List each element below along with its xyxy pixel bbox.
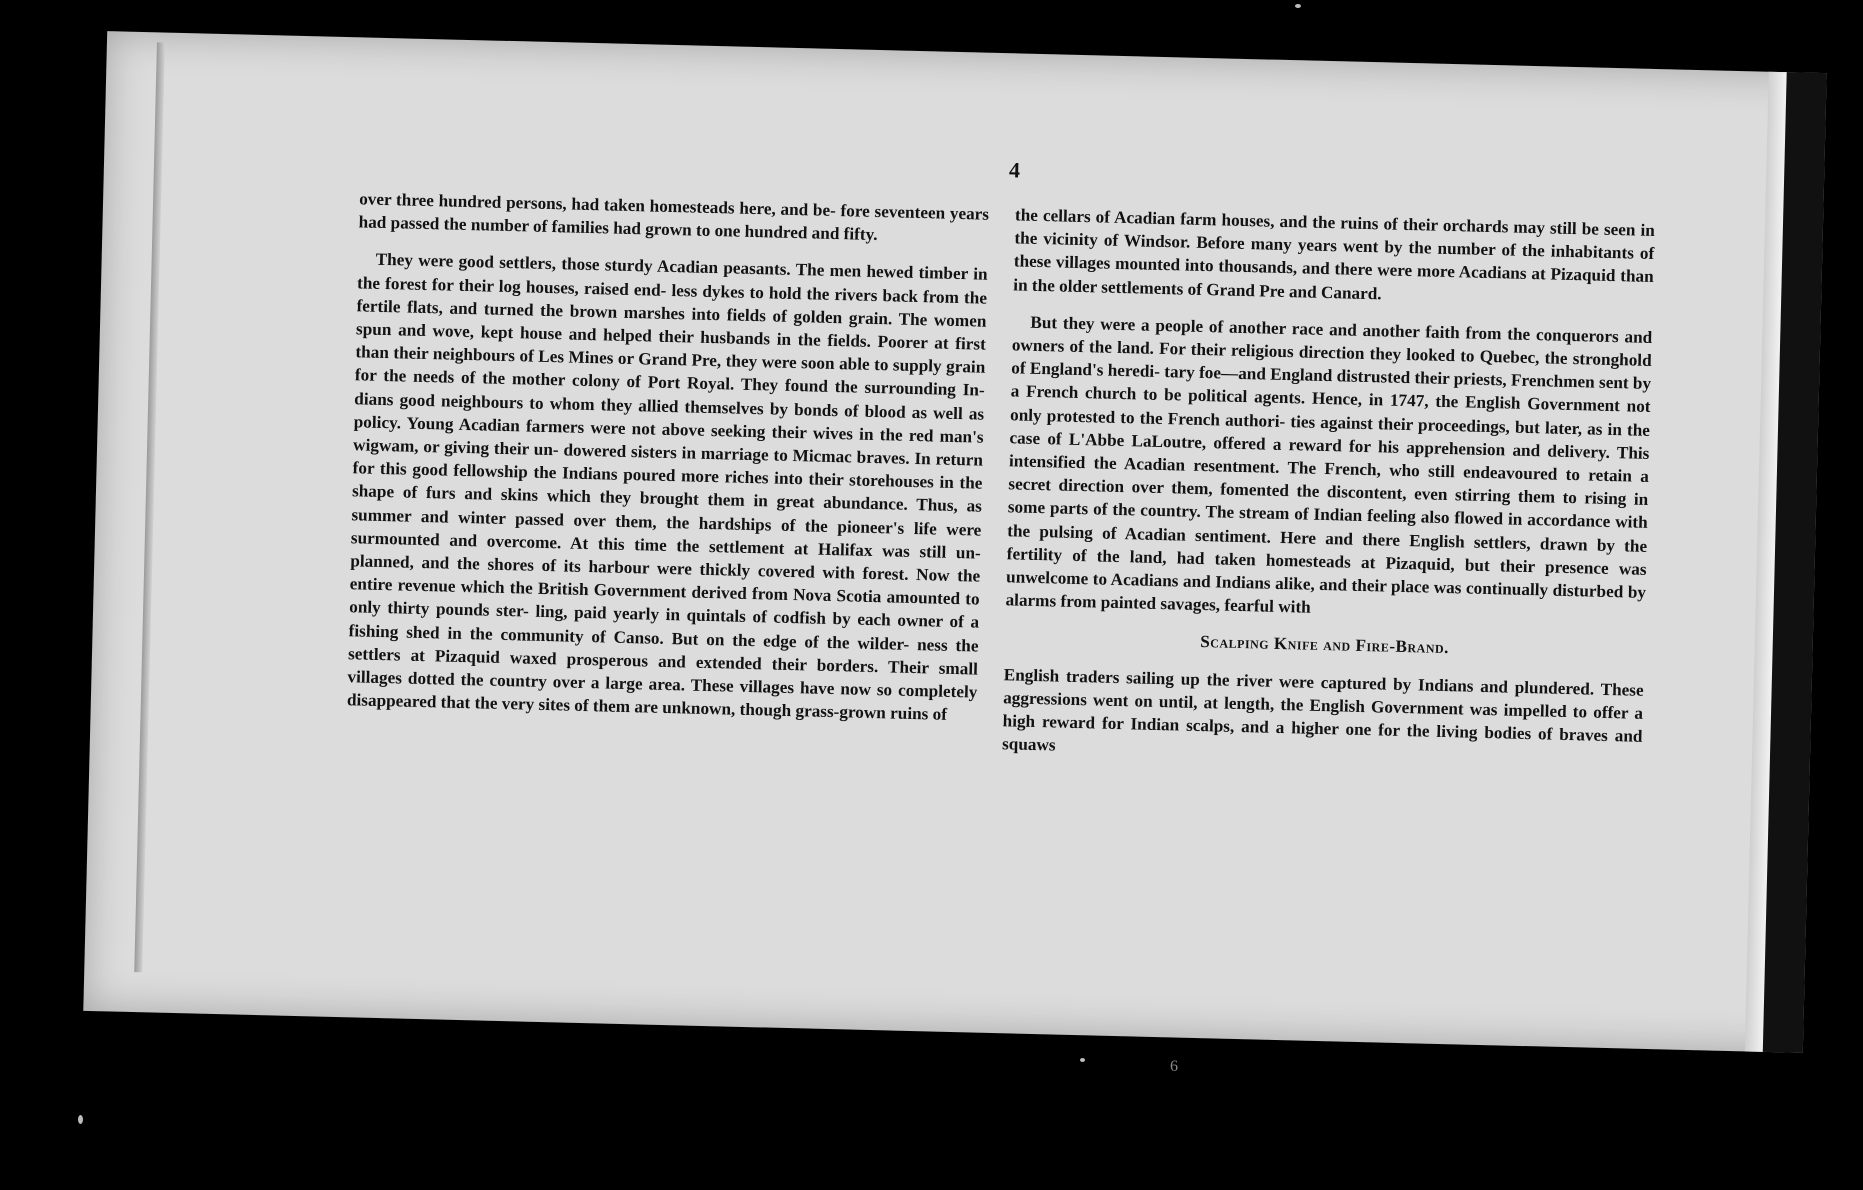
section-heading: Scalping Knife and Fire-Brand. bbox=[1199, 632, 1450, 658]
book-page bbox=[83, 31, 1826, 1053]
right-column bbox=[1001, 203, 1655, 785]
left-column bbox=[346, 187, 989, 741]
paragraph: They were good settlers, those sturdy Acadian peasants. The men hewed timber in the forest for their log houses, raised end- less dykes to hold the rivers back from the fertile flats, and turned the brown marshes into fields of golden grain. The women spun and wove, kept house and helped their husbands in the fields. Poorer at first than their neighbours of Les Mines or Grand Pre, they were soon able to supply grain for the needs of the mother colony of Port Royal. They found the surrounding In- dians good neighbours to whom they allied themselves by bonds of blood as well as policy. Young Acadian farmers were not above seeking their wives in the red man's wigwam, or giving their un- dowered sisters in marriage to Micmac braves. In return for this good fellowship the Indians poured more riches into their storehouses in the shape of furs and skins which they brought them in great abundance. Thus, as summer and winter passed over them, the hardships of the pioneer's life were surmounted and overcome. At this time the settlement at Halifax was still un- planned, and the shores of its harbour were thickly covered with forest. Now the entire revenue which the British Government derived from Nova Scotia amounted to only thirty pounds ster- ling, paid yearly in quintals of codfish by each owner of a fishing shed in the community of Canso. But on the edge of the wilder- ness the settlers at Pizaquid waxed prosperous and extended their borders. Their small villages dotted the country over a large area. These villages have now so completely disappeared that the very sites of them are unknown, though grass-grown ruins of bbox=[346, 250, 988, 725]
page-number: 4 bbox=[1008, 157, 1021, 183]
dust-speck bbox=[78, 1115, 83, 1124]
paragraph: the cellars of Acadian farm houses, and the ruins of their orchards may still be seen in the vicinity of Windsor. Before many years went by the number of the inhabitants of these villages mounted into thousands, and there were more Acadians at Pizaquid than in the older settlements of Grand Pre and Canard. bbox=[1013, 205, 1656, 303]
dust-speck bbox=[1295, 4, 1301, 8]
paragraph: English traders sailing up the river were captured by Indians and plundered. These aggressions went on until, at length, the English Government was impelled to offer a high reward for Indian scalps, and a higher one for the living bodies of braves and squaws bbox=[1001, 664, 1644, 755]
paragraph: over three hundred persons, had taken homesteads here, and be- fore seventeen years had passed the number of families had grown to one hundred and fifty. bbox=[358, 189, 990, 245]
paragraph: But they were a people of another race and another faith from the conquerors and owners of the land. For their religious direction they looked to Quebec, the stronghold of England's heredi- tary foe—and England distrusted their priests, Frenchmen sent by a French church to be political agents. Hence, in 1747, the English Government not only protested to the French authori- ties against their proceedings, but later, as in the case of L'Abbe LaLoutre, offered a reward for his apprehension and delivery. This intensified the Acadian resentment. The French, who still endeavoured to retain a secret direction over them, fomented the discontent, even stirring them to rising in some parts of the country. The stream of Indian feeling also flowed in accordance with the pulsing of Acadian sentiment. Here and there English settlers, drawn by the fertility of the land, had taken homesteads at Pizaquid, but their presence was unwelcome to Acadians and Indians alike, and their place was continually disturbed by alarms from painted savages, fearful with bbox=[1005, 312, 1653, 617]
footer-mark: 6 bbox=[1170, 1058, 1178, 1075]
page-binding-edge bbox=[134, 42, 165, 972]
dust-speck bbox=[1080, 1058, 1085, 1062]
